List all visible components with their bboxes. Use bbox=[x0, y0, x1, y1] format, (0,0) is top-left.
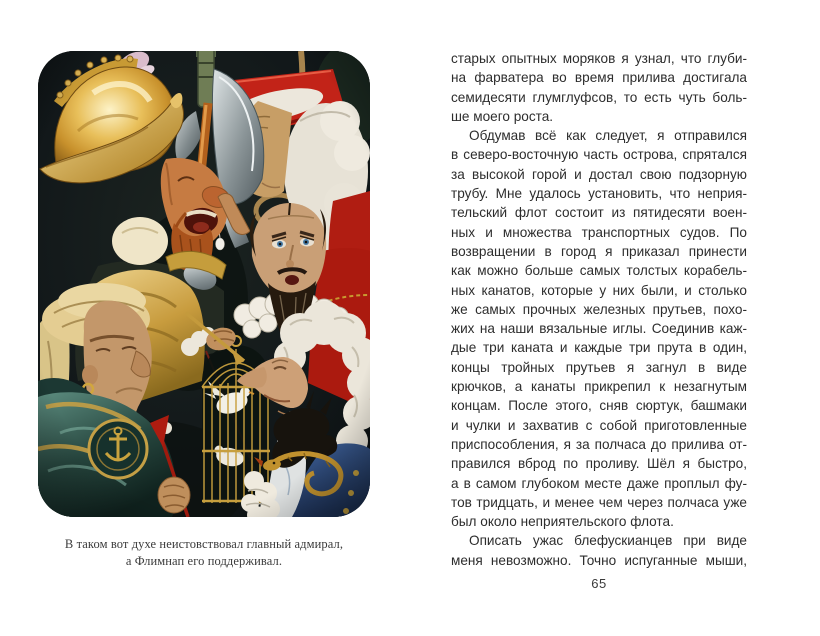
text-line: же самых прочных железных прутьев, похо- bbox=[451, 301, 747, 317]
text-line: Обдумав всё как следует, я отправился bbox=[469, 128, 747, 144]
text-line: трубу. Мне удалось установить, что неприя- bbox=[451, 186, 747, 202]
illustration-svg bbox=[38, 51, 370, 517]
text-line: за высокой горой и достал свою подзорную bbox=[451, 166, 747, 182]
text-line: семидесяти глумглуфсов, то есть чуть боль- bbox=[451, 89, 747, 105]
illustration bbox=[38, 51, 370, 517]
text-line: ных канатов, которые у них были, и столько bbox=[451, 282, 747, 298]
text-line: жих на наши вязальные иглы. Соединив каж- bbox=[451, 321, 747, 337]
text-line: ных и множества транспортных судов. По bbox=[451, 224, 747, 240]
text-line: был около неприятельского флота. bbox=[451, 514, 674, 530]
text-line: как можно больше самых толстых корабель- bbox=[451, 263, 747, 279]
text-line: тов тридцать, и менее чем через полчаса уже bbox=[451, 494, 747, 510]
text-line: тельский флот состоит из пятидесяти воен- bbox=[451, 205, 747, 221]
text-line: дые три каната и каждые три прута в один, bbox=[451, 340, 747, 356]
page-number: 65 bbox=[591, 576, 607, 591]
text-line: в северо-восточную часть острова, спрятался bbox=[451, 147, 747, 163]
caption-line: В таком вот духе неистовствовал главный адмирал, bbox=[64, 537, 344, 551]
text-line: правился вброд по проливу. Шёл я быстро, bbox=[451, 456, 747, 472]
text-line: меня невозможно. Точно испуганные мыши, bbox=[451, 552, 747, 568]
text-line: концы тройных прутьев я загнул в виде bbox=[451, 359, 747, 375]
text-line: старых опытных моряков я узнал, что глуби- bbox=[451, 51, 747, 66]
text-line: а в самом глубоком месте даже проплыл фу- bbox=[451, 475, 747, 491]
text-line: крючков, а канаты прикрепил к незагнутым bbox=[451, 379, 747, 395]
text-line: ше моего роста. bbox=[451, 108, 554, 124]
text-line: и чулки и захватив с собой приготовленные bbox=[451, 417, 747, 433]
text-line: на фарватера во время прилива достигала bbox=[451, 70, 747, 86]
caption-line: а Флимнап его поддерживал. bbox=[125, 554, 283, 568]
text-line: возвращении в город я приказал принести bbox=[451, 243, 747, 259]
text-line: концам. После этого, сняв сюртук, башмаки bbox=[451, 398, 747, 414]
body-text bbox=[451, 49, 747, 570]
illustration-caption bbox=[26, 536, 382, 570]
text-line: Описать ужас блефускианцев при виде bbox=[469, 533, 747, 549]
text-line: приспособления, я за полчаса до прилива от- bbox=[451, 436, 747, 452]
